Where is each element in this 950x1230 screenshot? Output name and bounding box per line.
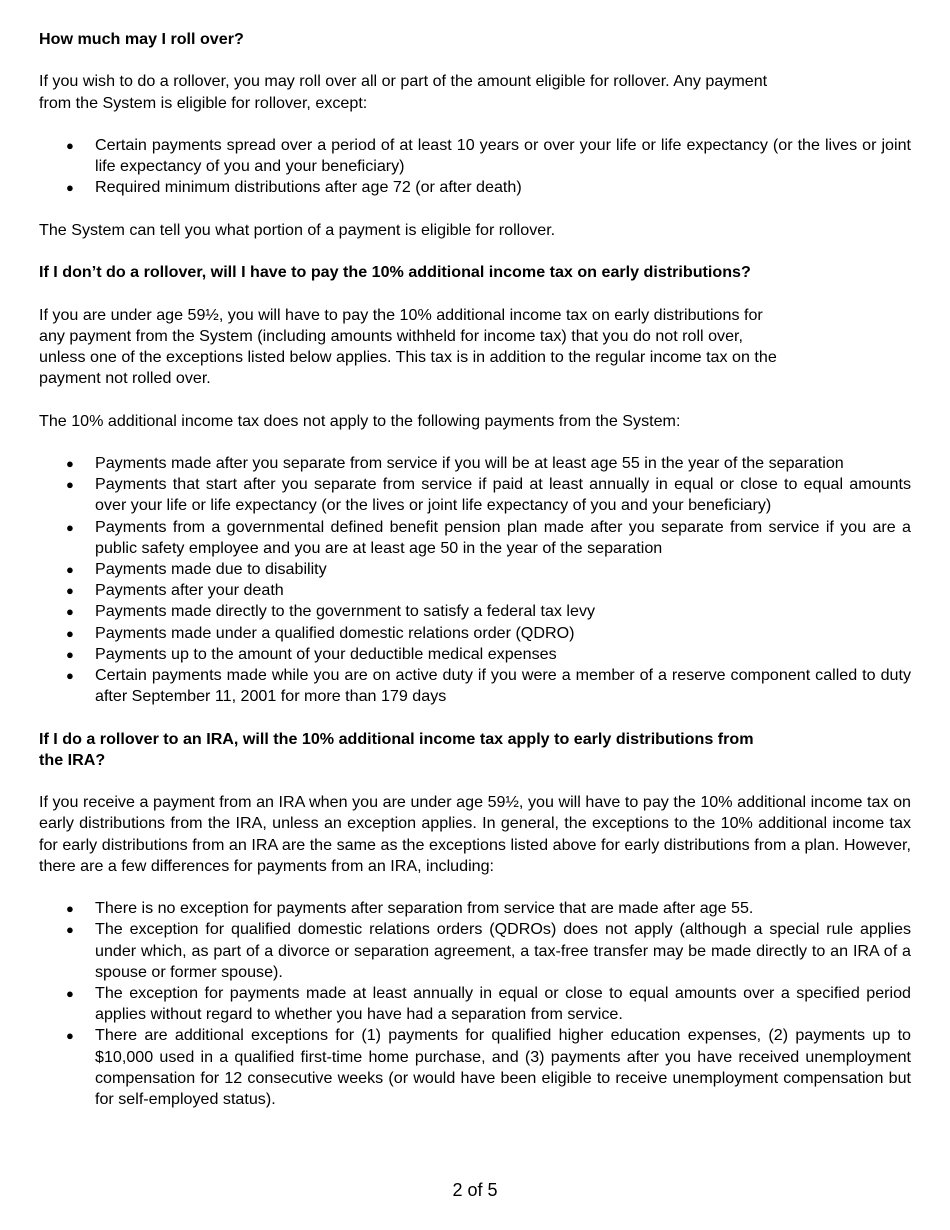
heading-no-rollover-tax: If I don’t do a rollover, will I have to pay the 10% additional income tax on early distributions? [39,263,751,282]
list-item-text: Payments made after you separate from service if you will be at least age 55 in the year of the separation [95,453,844,472]
bullet-icon: ● [66,604,74,620]
list-item [39,983,911,1025]
heading-line: the IRA? [39,750,106,769]
list-item [39,580,911,601]
list-tax-exceptions [39,453,911,707]
para-line: payment not rolled over. [39,369,211,388]
paragraph-tax-exceptions-intro: The 10% additional income tax does not apply to the following payments from the System: [39,411,681,430]
bullet-icon: ● [66,455,74,471]
list-item-text: Payments made directly to the government to satisfy a federal tax levy [95,602,596,621]
bullet-icon: ● [66,922,74,938]
list-item-text: Certain payments spread over a period of at least 10 years or over your life or life expectancy (or the lives or joint life expectancy of you and your beneficiary) [95,135,911,176]
heading-roll-over-amount: How much may I roll over? [39,30,244,48]
para-line: any payment from the System (including amounts withheld for income tax) that you do not roll over, [39,326,743,345]
list-item [39,135,911,177]
list-item-text: Payments from a governmental defined benefit pension plan made after you separate from service if you are a public safety employee and you are at least age 50 in the year of the separation [95,517,911,557]
list-item-text: There is no exception for payments after separation from service that are made after age 55. [95,899,754,918]
intro-line: from the System is eligible for rollover, except: [39,93,368,112]
list-item [39,665,911,707]
heading-line: If I do a rollover to an IRA, will the 10% additional income tax apply to early distributions from [39,729,754,748]
list-item-text: Payments made under a qualified domestic relations order (QDRO) [95,623,575,642]
document-body [39,29,911,1110]
bullet-icon: ● [66,477,74,493]
list-item-text: Payments after your death [95,581,284,600]
bullet-icon: ● [66,519,74,535]
paragraph-ira-exceptions: If you receive a payment from an IRA when you are under age 59½, you will have to pay the 10% additional income tax on early distributions from the IRA, unless an exception applies. In general, the exceptions to the 10% additional income tax for early distributions from an IRA are the same as the exceptions listed above for early distributions from a plan. However, there are a few differences for payments from an IRA, including: [39,793,911,875]
list-item [39,919,911,983]
list-item [39,1025,911,1110]
list-item-text: Required minimum distributions after age 72 (or after death) [95,178,522,197]
list-item [39,898,911,919]
list-item [39,601,911,622]
list-item-text: The exception for payments made at least annually in equal or close to equal amounts over a specified period applies without regard to whether you have had a separation from service. [95,983,911,1024]
bullet-icon: ● [66,180,74,196]
bullet-icon: ● [66,1028,74,1044]
list-item-text: Payments up to the amount of your deductible medical expenses [95,644,557,663]
bullet-icon: ● [66,901,74,917]
list-ira-differences [39,898,911,1110]
intro-line: If you wish to do a rollover, you may roll over all or part of the amount eligible for rollover. Any payment [39,72,768,91]
list-item [39,453,911,474]
list-item [39,517,911,559]
bullet-icon: ● [66,625,74,641]
bullet-icon: ● [66,137,74,153]
bullet-icon: ● [66,667,74,683]
list-item [39,559,911,580]
list-item [39,644,911,665]
list-item-text: There are additional exceptions for (1) payments for qualified higher education expenses, (2) payments up to $10,000 used in a qualified first-time home purchase, and (3) payments after you have received unemployment compensation for 12 consecutive weeks (or would have been eligible to receive unemployment compensation but for self-employed status). [95,1026,911,1108]
bullet-icon: ● [66,583,74,599]
para-line: If you are under age 59½, you will have to pay the 10% additional income tax on early distributions for [39,305,763,324]
bullet-icon: ● [66,646,74,662]
paragraph-under-59 [39,305,911,390]
list-item-text: Certain payments made while you are on active duty if you were a member of a reserve component called to duty after September 11, 2001 for more than 179 days [95,665,911,706]
list-item [39,623,911,644]
paragraph-system-portion: The System can tell you what portion of a payment is eligible for rollover. [39,220,556,239]
para-line: unless one of the exceptions listed below applies. This tax is in addition to the regular income tax on the [39,347,777,366]
list-item [39,474,911,516]
list-rollover-exceptions [39,135,911,199]
heading-ira-rollover-tax [39,729,911,771]
list-item-text: Payments that start after you separate from service if paid at least annually in equal or close to equal amounts over your life or life expectancy (or the lives or joint life expectancy of you and your beneficiary) [95,475,911,515]
list-item-text: The exception for qualified domestic relations orders (QDROs) does not apply (although a special rule applies under which, as part of a divorce or separation agreement, a tax-free transfer may be made directly to an IRA of a spouse or former spouse). [95,920,911,981]
bullet-icon: ● [66,561,74,577]
bullet-icon: ● [66,985,74,1001]
paragraph-rollover-intro [39,71,911,113]
list-item [39,177,911,198]
page-number: 2 of 5 [452,1180,498,1200]
list-item-text: Payments made due to disability [95,559,327,578]
